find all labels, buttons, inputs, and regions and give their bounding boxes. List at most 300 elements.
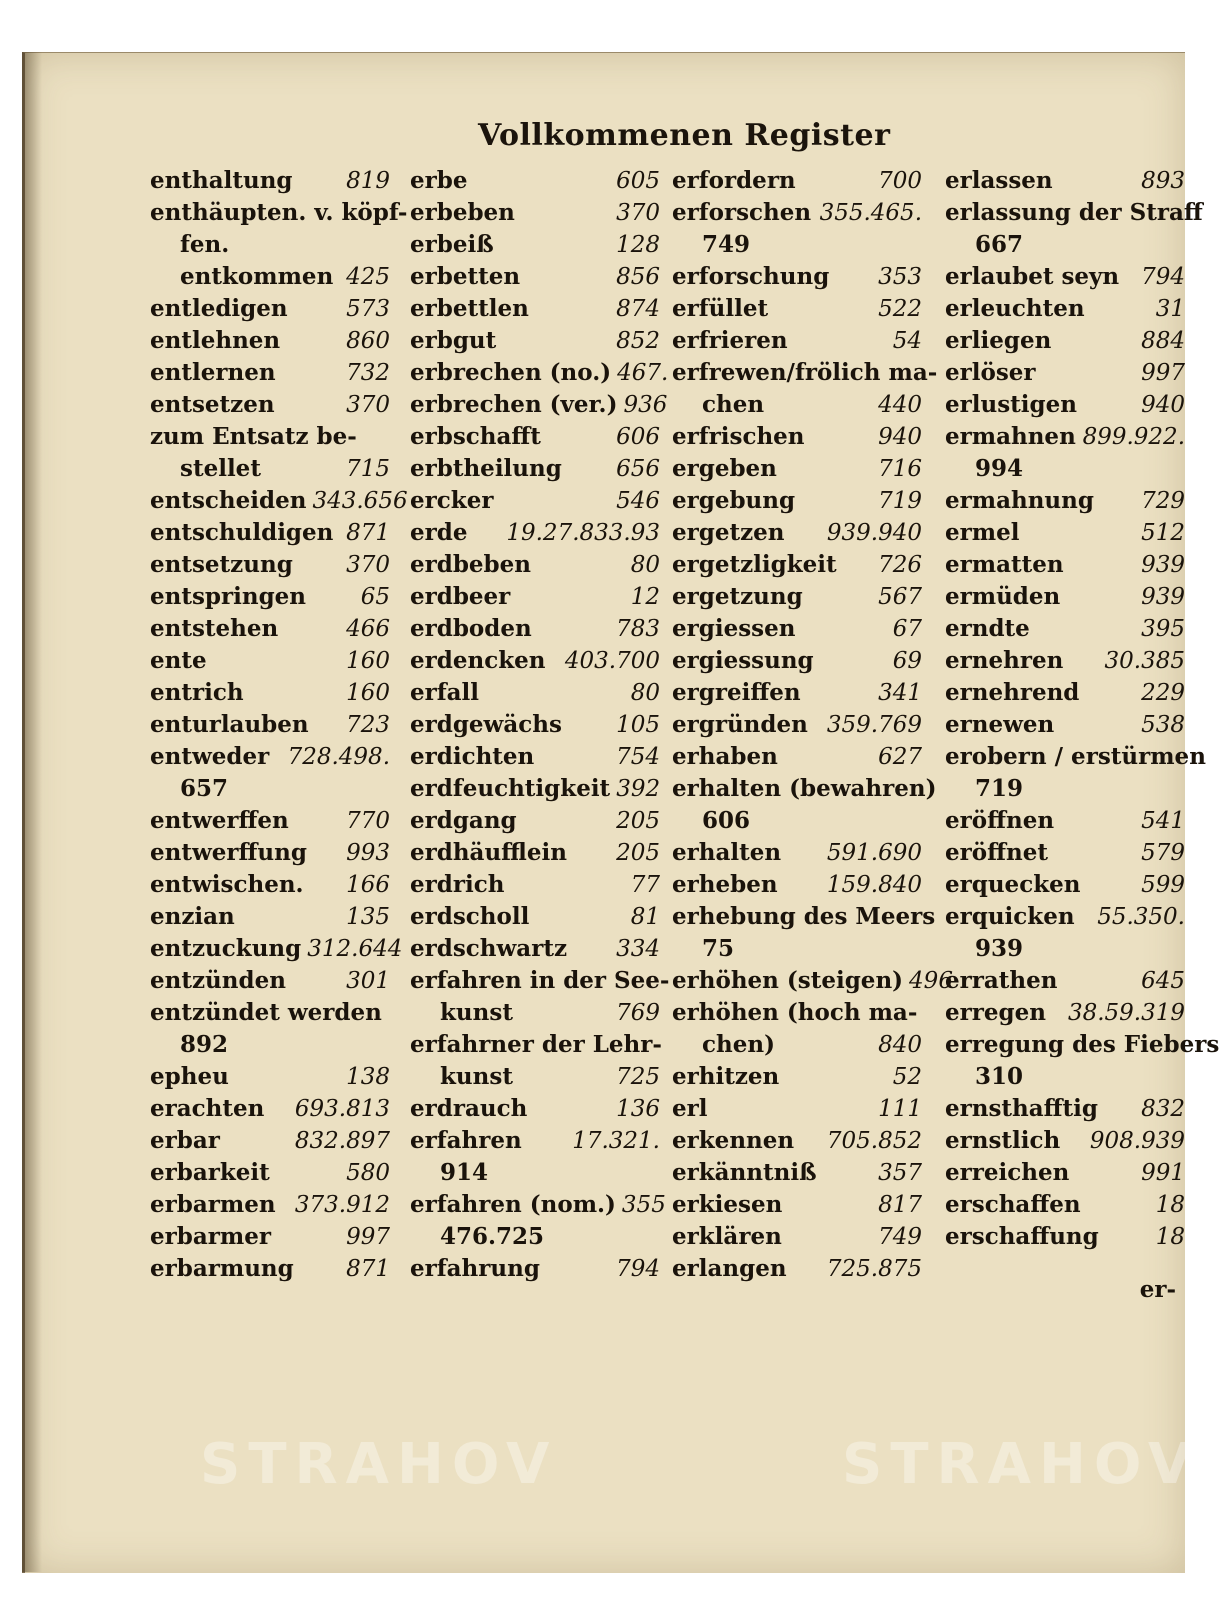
index-term: erdrich [410,871,505,898]
index-page-ref: 370 [346,392,390,418]
index-page-ref: 541 [1141,808,1185,834]
index-entry [945,293,1185,325]
index-term: 476.725 [440,1223,545,1250]
index-term: ercker [410,487,494,514]
index-entry [410,1189,666,1221]
index-term: 892 [180,1031,229,1058]
index-page-ref: 874 [616,296,660,322]
index-entry [672,421,922,453]
index-page-ref: 159.840 [826,872,922,898]
spine-shadow [22,52,42,1572]
index-entry [672,549,922,581]
index-page-ref: 991 [1141,1160,1185,1186]
index-page-ref: 229 [1141,680,1185,706]
index-entry [410,421,660,453]
index-page-ref [654,1221,660,1253]
index-entry [410,453,660,485]
index-entry [410,197,660,229]
index-term: entspringen [150,583,307,610]
index-entry [945,837,1185,869]
index-page-ref: 817 [878,1192,922,1218]
index-entry [150,261,390,293]
index-entry [410,165,660,197]
index-page-ref: 693.813 [294,1096,390,1122]
index-entry [150,293,390,325]
index-term: enthäupten. v. köpf- [150,199,408,226]
index-page-ref: 370 [616,200,660,226]
index-term: erhaben [672,743,778,770]
index-entry [150,645,390,677]
index-entry [945,485,1185,517]
index-term: erhöhen (hoch ma- [672,999,918,1026]
index-page-ref [1179,229,1185,261]
index-page-ref: 353 [878,264,922,290]
index-term: erquicken [945,903,1075,930]
index-term: enzian [150,903,235,930]
index-page-ref: 573 [346,296,390,322]
index-entry [150,773,390,805]
index-term: erl [672,1095,708,1122]
index-entry [410,965,670,997]
index-term: ermahnung [945,487,1094,514]
index-page-ref: 940 [878,424,922,450]
index-entry [945,645,1185,677]
index-entry [410,261,660,293]
index-term: erfahrung [410,1255,540,1282]
index-entry [150,869,390,901]
index-entry [410,485,660,517]
index-page-ref: 135 [346,904,390,930]
index-entry [945,549,1185,581]
index-term: erfahren in der See- [410,967,670,994]
index-page-ref: 939 [1141,584,1185,610]
index-term: entstehen [150,615,279,642]
index-term: erdgang [410,807,517,834]
index-entry [410,1093,660,1125]
index-page-ref: 19.27.833.93 [506,520,660,546]
index-entry [150,389,390,421]
index-term: erbar [150,1127,220,1154]
index-page-ref: 373.912 [294,1192,390,1218]
index-page-ref: 997 [1141,360,1185,386]
index-page-ref: 725.875 [826,1256,922,1282]
index-entry [672,229,922,261]
index-term: entschuldigen [150,519,334,546]
index-term: erbarmen [150,1191,276,1218]
index-term: enturlauben [150,711,309,738]
index-entry [410,581,660,613]
index-page-ref: 599 [1141,872,1185,898]
index-entry [945,901,1185,933]
index-term: erdscholl [410,903,530,930]
index-page-ref: 31 [1155,296,1185,322]
index-term: erforschen [672,199,812,226]
index-entry [945,229,1185,261]
index-page-ref: 343.656 [312,488,408,514]
index-page-ref: 166 [346,872,390,898]
index-entry [672,1093,922,1125]
index-page-ref: 334 [616,936,660,962]
index-page-ref: 395 [1141,616,1185,642]
index-page-ref: 341 [878,680,922,706]
index-page-ref: 80 [630,552,660,578]
index-page-ref: 567 [878,584,922,610]
index-page-ref [1203,197,1209,229]
index-term: kunst [440,1063,513,1090]
index-term: erfordern [672,167,796,194]
index-term: kunst [440,999,513,1026]
index-entry [410,773,660,805]
index-term: ergeben [672,455,777,482]
index-entry [150,677,390,709]
index-page-ref: 205 [616,808,660,834]
index-page-ref: 715 [346,456,390,482]
index-term: erdbeer [410,583,511,610]
index-page-ref [917,997,923,1029]
index-entry [945,869,1185,901]
index-page-ref: 359.769 [826,712,922,738]
index-page-ref: 52 [892,1064,922,1090]
index-page-ref: 893 [1141,168,1185,194]
index-term: 749 [702,231,751,258]
index-term: entkommen [180,263,334,290]
index-entry [410,709,660,741]
index-page-ref: 940 [1141,392,1185,418]
index-page-ref: 160 [346,680,390,706]
watermark-right: STRAHOV [842,1432,1200,1497]
index-term: ergebung [672,487,796,514]
index-column-1 [150,165,408,1285]
index-entry [945,709,1185,741]
index-term: erhitzen [672,1063,780,1090]
index-entry [672,965,953,997]
index-page-ref: 370 [346,552,390,578]
index-entry [410,741,660,773]
index-page-ref: 860 [346,328,390,354]
index-page-ref: 939 [1141,552,1185,578]
index-entry [945,1125,1185,1157]
index-entry [150,965,390,997]
index-page-ref: 138 [346,1064,390,1090]
index-entry [410,389,668,421]
index-page-ref: 591.690 [826,840,922,866]
index-term: ernehrend [945,679,1080,706]
index-entry [672,453,922,485]
index-page-ref: 832.897 [294,1128,390,1154]
index-page-ref: 425 [346,264,390,290]
index-page-ref: 819 [346,168,390,194]
index-entry [150,229,390,261]
index-term: erbrechen (no.) [410,359,612,386]
index-column-4 [945,165,1220,1253]
index-entry [410,837,660,869]
index-term: ermatten [945,551,1064,578]
index-page-ref: 871 [346,520,390,546]
index-entry [945,325,1185,357]
index-entry [672,389,922,421]
index-entry [150,453,390,485]
index-entry [672,1125,922,1157]
index-entry [410,1061,660,1093]
index-term: entzünden [150,967,286,994]
index-page-ref: 67 [892,616,922,642]
index-term: erbarmer [150,1223,271,1250]
index-entry [150,1125,390,1157]
index-term: erdschwartz [410,935,568,962]
index-page-ref: 726 [878,552,922,578]
index-term: fen. [180,231,230,258]
index-page-ref [384,421,390,453]
index-entry [410,1253,660,1285]
index-term: erdfeuchtigkeit [410,775,611,802]
index-term: 667 [975,231,1024,258]
index-term: erbarkeit [150,1159,270,1186]
index-page-ref: 700 [878,168,922,194]
index-entry [945,581,1185,613]
index-entry [945,805,1185,837]
index-term: ermahnen [945,423,1076,450]
index-term: erbschafft [410,423,541,450]
index-page-ref: 769 [616,1000,660,1026]
index-term: erfrischen [672,423,805,450]
index-entry [150,933,403,965]
index-page-ref: 579 [1141,840,1185,866]
index-entry [150,1029,390,1061]
index-page-ref: 732 [346,360,390,386]
index-page-ref: 627 [878,744,922,770]
index-page-ref: 18 [1155,1224,1185,1250]
catchword: er- [1139,1276,1176,1303]
index-entry [410,1029,660,1061]
index-page-ref: 749 [878,1224,922,1250]
index-entry [672,677,922,709]
index-page-ref: 754 [616,744,660,770]
index-entry [672,581,922,613]
index-page-ref: 30.385 [1104,648,1185,674]
index-term: entrich [150,679,244,706]
index-term: erlöser [945,359,1036,386]
index-term: erdgewächs [410,711,562,738]
index-term: erforschung [672,263,830,290]
index-entry [410,1221,660,1253]
index-term: erbeiß [410,231,494,258]
index-entry [945,421,1185,453]
index-term: erobern / erstürmen [945,743,1206,770]
index-term: 75 [702,935,735,962]
index-page-ref: 128 [616,232,660,258]
index-entry [150,997,390,1029]
index-page-ref: 729 [1141,488,1185,514]
index-page-ref: 522 [878,296,922,322]
index-page-ref: 899.922. [1082,424,1185,450]
index-page-ref: 512 [1141,520,1185,546]
index-term: entsetzen [150,391,275,418]
index-page-ref: 939.940 [826,520,922,546]
index-term: erfüllet [672,295,769,322]
index-entry [410,517,660,549]
index-page-ref [936,773,942,805]
index-term: erfrieren [672,327,788,354]
index-term: ergetzung [672,583,803,610]
index-entry [410,549,660,581]
index-entry [945,389,1185,421]
index-term: erfahrner der Lehr- [410,1031,662,1058]
index-entry [150,549,390,581]
index-entry [410,805,660,837]
index-entry [672,837,922,869]
index-term: ernewen [945,711,1055,738]
index-entry [672,1157,922,1189]
index-entry [672,1221,922,1253]
index-term: 606 [702,807,751,834]
index-entry [410,901,660,933]
index-entry [150,1221,390,1253]
index-entry [945,1221,1185,1253]
index-page-ref: 355.465. [819,200,922,226]
index-page-ref: 794 [1141,264,1185,290]
index-term: entscheiden [150,487,307,514]
index-page-ref: 705.852 [826,1128,922,1154]
index-page-ref: 794 [616,1256,660,1282]
index-entry [945,197,1203,229]
index-entry [410,997,660,1029]
index-page-ref [384,997,390,1029]
index-page-ref [384,229,390,261]
index-page-ref [1179,453,1185,485]
index-entry [150,357,390,389]
index-term: erdhäufflein [410,839,567,866]
index-entry [672,165,922,197]
index-term: zum Entsatz be- [150,423,357,450]
index-page-ref: 65 [360,584,390,610]
index-page-ref: 355 [621,1192,666,1218]
index-page-ref: 496 [909,968,953,994]
index-term: 657 [180,775,229,802]
index-term: eröffnet [945,839,1048,866]
index-entry [672,485,922,517]
index-page-ref: 770 [346,808,390,834]
index-page-ref: 403.700 [564,648,660,674]
index-entry [410,229,660,261]
index-term: ente [150,647,207,674]
index-page-ref: 840 [878,1032,922,1058]
index-entry [150,485,408,517]
index-term: entweder [150,743,270,770]
index-term: erndte [945,615,1030,642]
index-term: ergetzligkeit [672,551,837,578]
index-term: erklären [672,1223,782,1250]
index-entry [150,197,408,229]
index-entry [150,1189,390,1221]
index-entry [410,677,660,709]
index-entry [945,1093,1185,1125]
index-page-ref: 716 [878,456,922,482]
index-entry [945,933,1185,965]
index-page-ref [916,229,922,261]
index-entry [150,165,390,197]
index-entry [945,677,1185,709]
index-page-ref: 81 [630,904,660,930]
index-term: erkänntniß [672,1159,817,1186]
index-term: chen [702,391,765,418]
index-page-ref: 993 [346,840,390,866]
index-term: erbtheilung [410,455,562,482]
index-page-ref [384,1029,390,1061]
index-entry [672,197,922,229]
index-entry [150,1253,390,1285]
index-page-ref: 392 [616,776,661,802]
index-term: ermüden [945,583,1061,610]
index-entry [945,1189,1185,1221]
index-entry [150,1061,390,1093]
index-term: erhalten [672,839,782,866]
index-page-ref: 105 [616,712,660,738]
index-entry [672,805,922,837]
index-term: entlernen [150,359,276,386]
index-page-ref: 205 [616,840,660,866]
index-term: erkiesen [672,1191,783,1218]
index-entry [672,517,922,549]
index-entry [672,645,922,677]
index-entry [945,1061,1185,1093]
index-term: erachten [150,1095,265,1122]
index-entry [410,1125,660,1157]
index-page-ref [916,933,922,965]
index-page-ref: 723 [346,712,390,738]
index-entry [150,741,390,773]
index-term: entzündet werden [150,999,382,1026]
index-term: erdencken [410,647,546,674]
index-entry [410,933,660,965]
index-entry [672,1061,922,1093]
index-column-2 [410,165,670,1285]
index-entry [945,1029,1220,1061]
index-term: erkennen [672,1127,795,1154]
index-term: 310 [975,1063,1024,1090]
index-term: erdichten [410,743,535,770]
index-page-ref [935,901,941,933]
index-entry [150,421,390,453]
index-entry [150,325,390,357]
index-page-ref: 12 [630,584,660,610]
index-term: erbrechen (ver.) [410,391,618,418]
index-entry [945,741,1206,773]
index-term: eröffnen [945,807,1055,834]
index-term: ergiessung [672,647,814,674]
index-page-ref: 884 [1141,328,1185,354]
index-term: ergetzen [672,519,785,546]
index-term: chen) [702,1031,775,1058]
index-page-ref: 357 [878,1160,922,1186]
index-term: 939 [975,935,1024,962]
index-entry [672,261,922,293]
index-entry [410,1157,660,1189]
index-term: erregen [945,999,1046,1026]
index-page-ref: 936 [623,392,668,418]
index-term: erbeben [410,199,515,226]
index-entry [945,453,1185,485]
index-term: entlehnen [150,327,281,354]
index-entry [672,293,922,325]
index-page-ref: 301 [346,968,390,994]
index-page-ref: 645 [1141,968,1185,994]
index-term: entwerffung [150,839,307,866]
index-term: entledigen [150,295,288,322]
index-term: ergreiffen [672,679,801,706]
index-page-ref [916,805,922,837]
index-term: erbettlen [410,295,529,322]
index-page-ref: 136 [616,1096,660,1122]
